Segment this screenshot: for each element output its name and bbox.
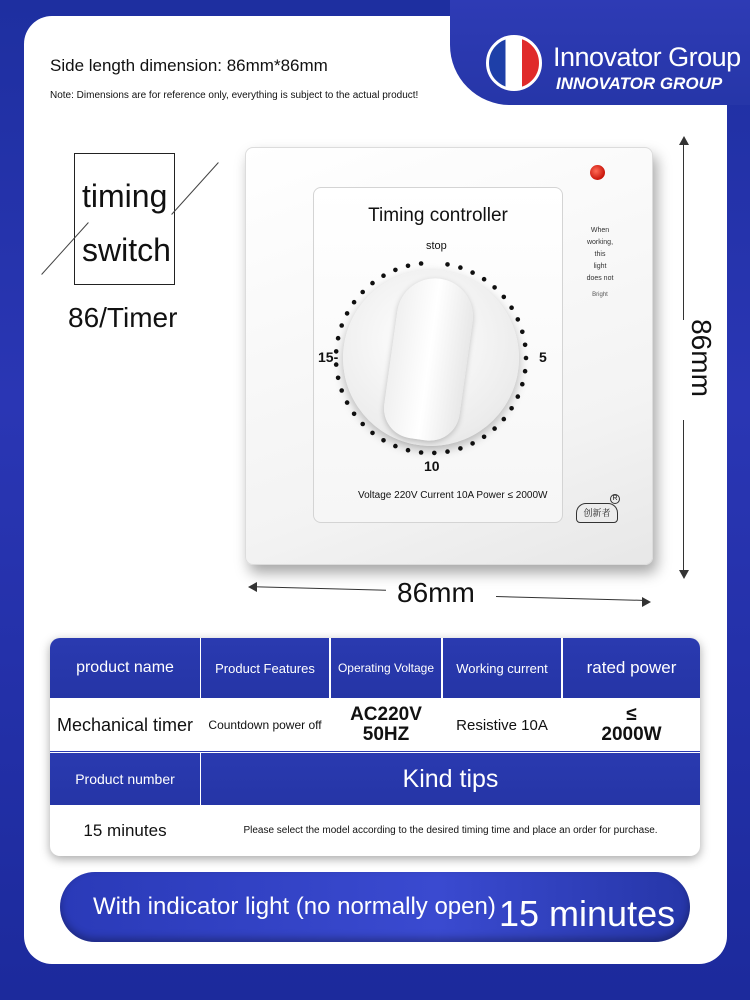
table-cell: 15 minutes <box>83 820 167 840</box>
table-header-cell: rated power <box>563 638 700 698</box>
table-separator <box>200 638 201 753</box>
dial-dot <box>509 305 514 310</box>
table-cell: Mechanical timer <box>56 714 194 735</box>
dial-label-10: 10 <box>424 458 440 474</box>
dimension-title: Side length dimension: 86mm*86mm <box>50 56 328 75</box>
width-dimension-label: 86mm <box>397 577 475 608</box>
dial-dot <box>406 448 411 453</box>
table-header-cell: Working current <box>443 638 561 698</box>
brand-subtitle: INNOVATOR GROUP <box>556 74 723 93</box>
dial-dot <box>523 369 528 374</box>
table-header-cell: Operating Voltage <box>331 638 441 698</box>
arrow-up-icon <box>679 136 689 145</box>
dial-dot <box>509 406 514 411</box>
dial-dot <box>381 273 386 278</box>
dial-dot <box>360 422 365 427</box>
table-cell: Please select the model according to the desired timing time and place an order for purchase. <box>243 825 658 836</box>
dial-stop-label: stop <box>426 240 447 252</box>
dial-dot <box>470 441 475 446</box>
label-line-2: switch <box>82 232 171 268</box>
dial-dot <box>393 444 398 449</box>
table-cell-voltage <box>331 698 441 752</box>
dial-dot <box>419 261 424 266</box>
dial-dot <box>520 382 525 387</box>
table-cell: Resistive 10A <box>456 716 548 734</box>
indicator-note-line: working, <box>586 239 614 246</box>
dial-dot <box>406 264 411 269</box>
table-header-cell: product name <box>50 638 200 698</box>
dial-dot <box>339 323 344 328</box>
table-row-line <box>50 751 700 752</box>
dial-dot <box>445 262 450 267</box>
dial-dot <box>520 330 525 335</box>
table-cell: Countdown power off <box>208 718 322 732</box>
indicator-note-line: light <box>593 263 607 270</box>
dial-dot <box>370 281 375 286</box>
table-header-cell: Product number <box>50 753 200 805</box>
dial-dot <box>445 449 450 454</box>
dial-dot <box>470 270 475 275</box>
panel-spec: Voltage 220V Current 10A Power ≤ 2000W <box>358 490 548 501</box>
dial-dot <box>336 336 341 341</box>
voltage-line: 50HZ <box>362 724 410 745</box>
voltage-line: AC220V <box>350 704 422 725</box>
brand-name: Innovator Group <box>553 42 741 72</box>
dial-dot <box>336 376 341 381</box>
banner-big-text: 15 minutes <box>499 893 676 934</box>
arrow-right-icon <box>642 597 651 607</box>
dial-label-15: 15- <box>318 349 339 365</box>
dimension-note: Note: Dimensions are for reference only, everything is subject to the actual product! <box>50 90 419 101</box>
height-dimension-label: 86mm <box>685 319 717 397</box>
dial-dot <box>432 451 437 456</box>
table-cell-power <box>563 698 700 752</box>
dial-dot <box>524 356 529 361</box>
dial-dot <box>502 295 507 300</box>
dial-dot <box>393 268 398 273</box>
table-separator <box>561 638 563 698</box>
label-model: 86/Timer <box>68 302 178 333</box>
power-value: 2000W <box>601 724 662 745</box>
dial-dot <box>516 317 521 322</box>
dial-dot <box>523 343 528 348</box>
label-line-1: timing <box>82 178 168 214</box>
dial-dot <box>352 412 357 417</box>
banner-text: With indicator light (no normally open) <box>93 893 496 920</box>
dial-dot <box>492 426 497 431</box>
dial-dot <box>345 400 350 405</box>
indicator-note-line: does not <box>586 275 614 282</box>
indicator-light-icon <box>590 165 605 180</box>
arrow-left-icon <box>248 582 257 592</box>
dial-dot <box>419 450 424 455</box>
dial-dot <box>345 311 350 316</box>
dial-label-5: 5 <box>539 349 547 365</box>
panel-title: Timing controller <box>368 205 508 226</box>
table-separator <box>329 638 331 698</box>
height-dimension-line-bottom <box>683 420 684 575</box>
dial-dot <box>381 438 386 443</box>
table-separator <box>441 638 443 698</box>
indicator-note-bright: Bright <box>592 292 608 298</box>
indicator-note-line: this <box>594 251 606 258</box>
dial-dot <box>492 285 497 290</box>
indicator-note <box>585 225 615 285</box>
dial-dot <box>516 394 521 399</box>
dial-dot <box>352 300 357 305</box>
dial-dot <box>482 435 487 440</box>
table-header-cell: Kind tips <box>201 753 700 805</box>
height-dimension-line-top <box>683 140 684 320</box>
dial-dot <box>339 388 344 393</box>
dial-dot <box>482 277 487 282</box>
arrow-down-icon <box>679 570 689 579</box>
dial-dot <box>360 290 365 295</box>
french-flag-icon <box>486 35 542 91</box>
spec-table <box>50 638 700 856</box>
dial-dot <box>502 417 507 422</box>
table-separator <box>200 753 201 805</box>
dial-dot <box>370 431 375 436</box>
dial-dot <box>458 446 463 451</box>
power-symbol: ≤ <box>626 704 637 725</box>
indicator-note-line: When <box>590 227 610 234</box>
registered-mark-icon: R <box>610 494 620 504</box>
maker-logo: 创新者 <box>576 503 618 523</box>
dial-dot <box>458 265 463 270</box>
table-header-cell: Product Features <box>201 638 329 698</box>
